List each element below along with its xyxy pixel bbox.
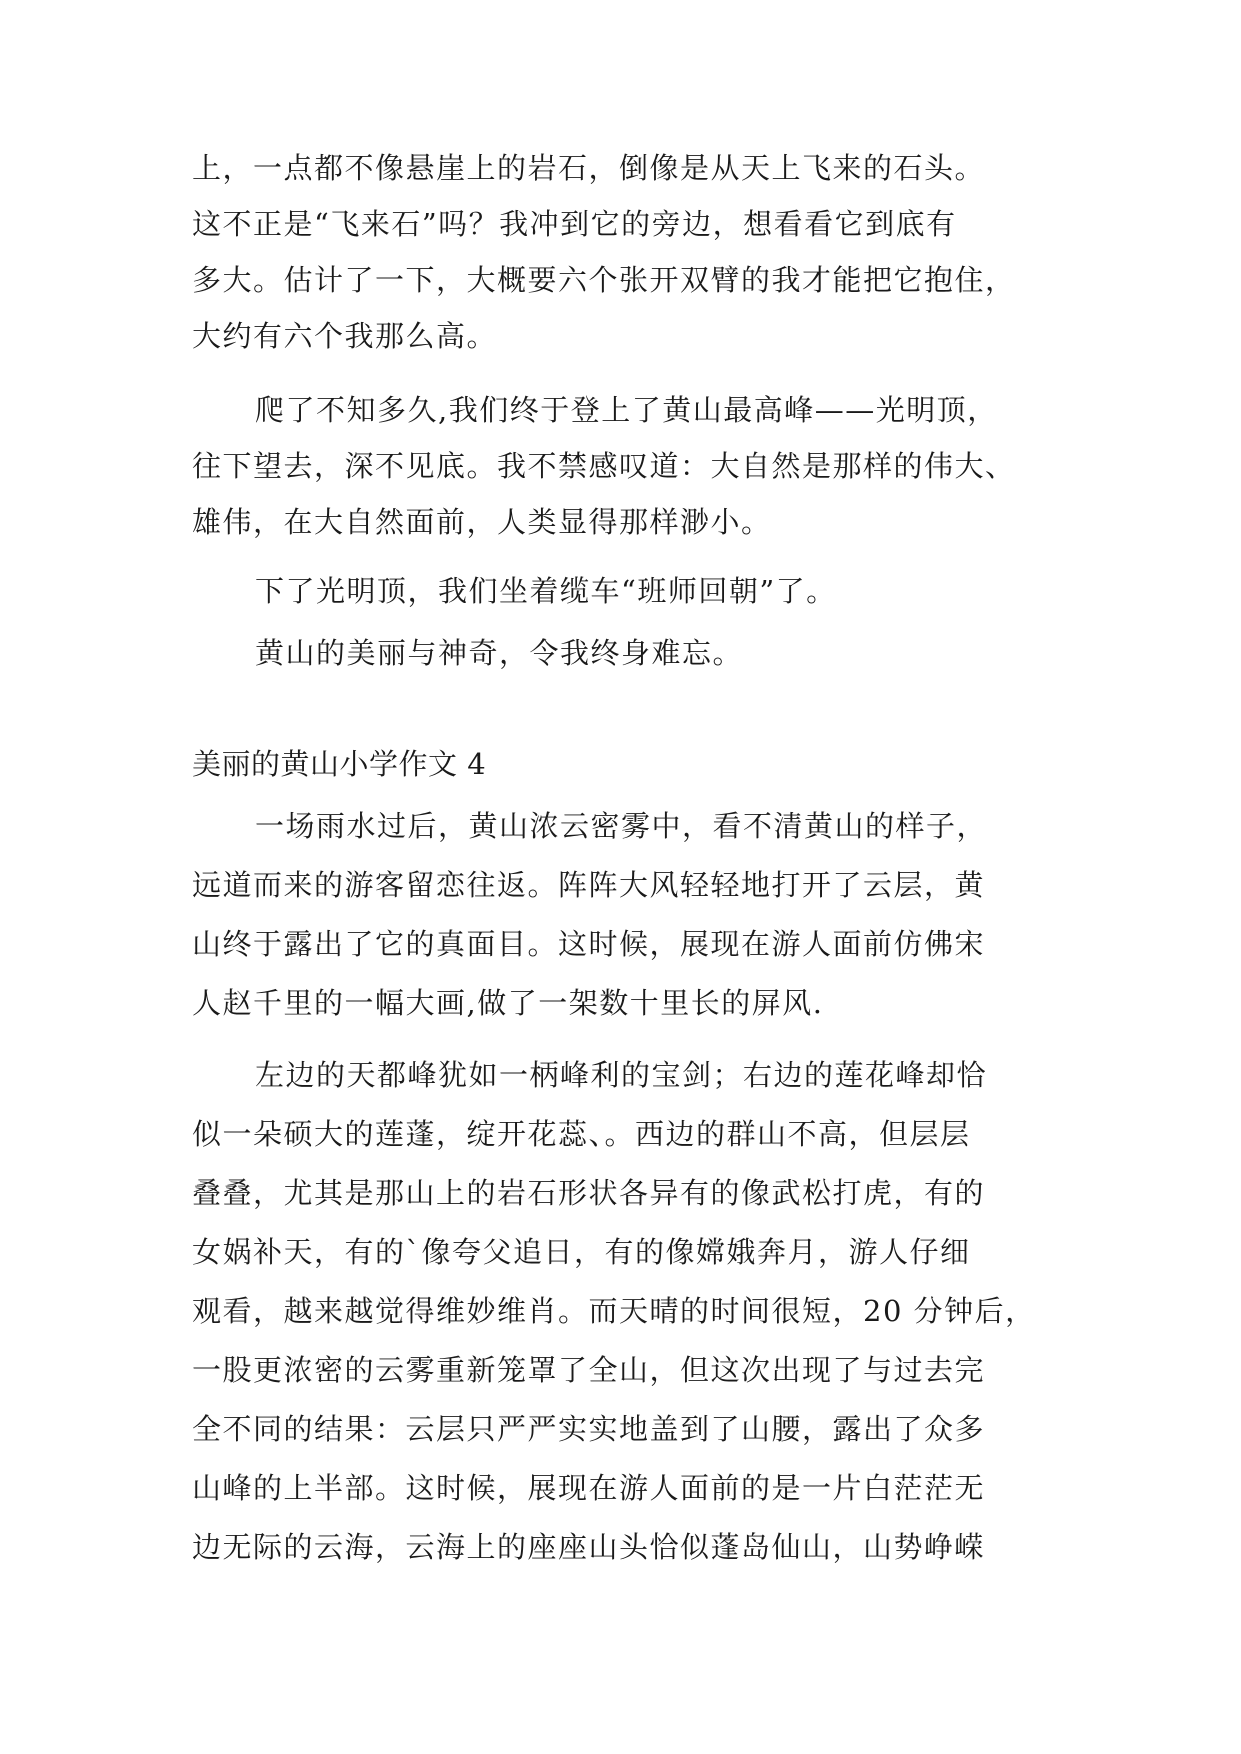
text-line: 全不同的结果：云层只严严实实地盖到了山腰，露出了众多: [192, 1412, 986, 1446]
section-title: 美丽的黄山小学作文 4: [192, 747, 487, 781]
text-line: 左边的天都峰犹如一柄峰利的宝剑；右边的莲花峰却恰: [255, 1058, 988, 1092]
text-line: 下了光明顶，我们坐着缆车“班师回朝”了。: [255, 574, 837, 608]
text-line: 黄山的美丽与神奇，令我终身难忘。: [255, 636, 744, 670]
text-line: 似一朵硕大的莲蓬，绽开花蕊、。西边的群山不高，但层层: [192, 1117, 971, 1151]
text-line: 雄伟，在大自然面前，人类显得那样渺小。: [192, 505, 772, 539]
text-line: 边无际的云海，云海上的座座山头恰似蓬岛仙山，山势峥嵘: [192, 1530, 986, 1564]
text-line: 人赵千里的一幅大画,做了一架数十里长的屏风.: [192, 986, 824, 1020]
text-line: 多大。估计了一下，大概要六个张开双臂的我才能把它抱住，: [192, 263, 1016, 297]
text-line: 往下望去，深不见底。我不禁感叹道：大自然是那样的伟大、: [192, 449, 1016, 483]
text-line: 这不正是“飞来石”吗？我冲到它的旁边，想看看它到底有: [192, 207, 957, 241]
text-line: 叠叠，尤其是那山上的岩石形状各异有的像武松打虎，有的: [192, 1176, 986, 1210]
text-line: 女娲补天，有的`像夸父追日，有的像嫦娥奔月，游人仔细: [192, 1235, 971, 1269]
text-line: 山终于露出了它的真面目。这时候，展现在游人面前仿佛宋: [192, 927, 986, 961]
text-line: 远道而来的游客留恋往返。阵阵大风轻轻地打开了云层，黄: [192, 868, 986, 902]
text-line: 一股更浓密的云雾重新笼罩了全山，但这次出现了与过去完: [192, 1353, 986, 1387]
text-line: 爬了不知多久,我们终于登上了黄山最高峰——光明顶，: [255, 393, 998, 427]
text-line: 一场雨水过后，黄山浓云密雾中，看不清黄山的样子，: [255, 809, 988, 843]
text-line: 大约有六个我那么高。: [192, 319, 498, 353]
text-line: 山峰的上半部。这时候，展现在游人面前的是一片白茫茫无: [192, 1471, 986, 1505]
text-line: 观看，越来越觉得维妙维肖。而天晴的时间很短，20 分钟后，: [192, 1294, 1036, 1328]
text-line: 上，一点都不像悬崖上的岩石，倒像是从天上飞来的石头。: [192, 151, 986, 185]
